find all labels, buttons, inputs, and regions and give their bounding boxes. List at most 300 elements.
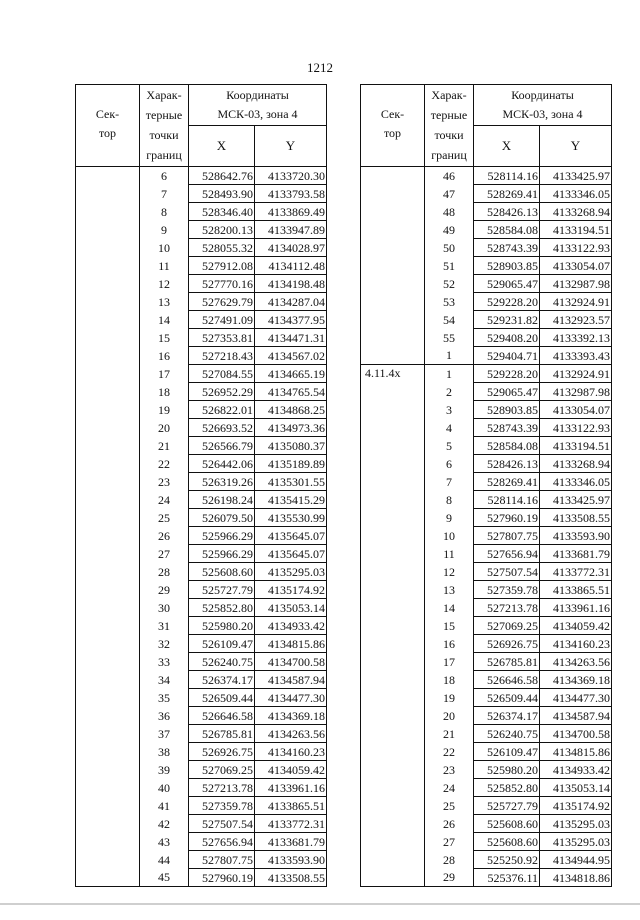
table-row (76, 347, 327, 365)
sector-cell (361, 779, 425, 797)
y-cell: 4134587.94 (255, 671, 327, 689)
sector-cell (76, 347, 140, 365)
y-cell: 4133425.97 (540, 491, 612, 509)
table-row (361, 455, 612, 473)
header-y: Y (255, 126, 327, 167)
sector-cell (361, 815, 425, 833)
x-cell: 528426.13 (474, 455, 540, 473)
y-cell: 4134700.58 (255, 653, 327, 671)
sector-cell (361, 635, 425, 653)
x-cell: 529065.47 (474, 383, 540, 401)
x-cell: 525608.60 (189, 563, 255, 581)
sector-cell (76, 617, 140, 635)
x-cell: 526646.58 (474, 671, 540, 689)
sector-cell (361, 653, 425, 671)
x-cell: 528903.85 (474, 401, 540, 419)
table-row (76, 473, 327, 491)
table-row (361, 167, 612, 185)
point-cell: 26 (425, 815, 474, 833)
y-cell: 4132987.98 (540, 383, 612, 401)
sector-cell (76, 653, 140, 671)
sector-cell (76, 689, 140, 707)
table-row (361, 347, 612, 365)
table-row (76, 239, 327, 257)
sector-cell (361, 581, 425, 599)
x-cell: 527359.78 (474, 581, 540, 599)
sector-cell (76, 761, 140, 779)
table-row (76, 617, 327, 635)
point-cell: 10 (425, 527, 474, 545)
sector-cell (76, 815, 140, 833)
table-row (76, 851, 327, 869)
x-cell: 526926.75 (189, 743, 255, 761)
y-cell: 4135295.03 (255, 563, 327, 581)
table-row (361, 203, 612, 221)
x-cell: 527656.94 (474, 545, 540, 563)
table-row (361, 797, 612, 815)
x-cell: 525608.60 (474, 815, 540, 833)
x-cell: 525250.92 (474, 851, 540, 869)
sector-cell (361, 257, 425, 275)
table-row (361, 779, 612, 797)
table-row (76, 185, 327, 203)
y-cell: 4135174.92 (255, 581, 327, 599)
header-sector (76, 85, 140, 167)
y-cell: 4134700.58 (540, 725, 612, 743)
x-cell: 527507.54 (189, 815, 255, 833)
table-row (76, 203, 327, 221)
point-cell: 28 (140, 563, 189, 581)
point-cell: 35 (140, 689, 189, 707)
x-cell: 526442.06 (189, 455, 255, 473)
x-cell: 528493.90 (189, 185, 255, 203)
table-row (361, 383, 612, 401)
x-cell: 527353.81 (189, 329, 255, 347)
point-cell: 38 (140, 743, 189, 761)
x-cell: 525852.80 (474, 779, 540, 797)
sector-cell (76, 797, 140, 815)
header-sector (361, 85, 425, 167)
x-cell: 528114.16 (474, 491, 540, 509)
sector-cell (361, 437, 425, 455)
sector-cell (361, 851, 425, 869)
point-cell: 29 (140, 581, 189, 599)
table-body (361, 167, 612, 887)
point-cell: 1 (425, 365, 474, 383)
sector-cell (76, 185, 140, 203)
x-cell: 529408.20 (474, 329, 540, 347)
y-cell: 4133720.30 (255, 167, 327, 185)
point-cell: 34 (140, 671, 189, 689)
point-cell: 21 (425, 725, 474, 743)
table-row (76, 869, 327, 887)
y-cell: 4132924.91 (540, 293, 612, 311)
sector-cell (361, 527, 425, 545)
coordinates-table-right (360, 84, 612, 887)
y-cell: 4134377.95 (255, 311, 327, 329)
table-row (361, 311, 612, 329)
header-points-label: Харак- терные точки границ (430, 88, 468, 162)
y-cell: 4133425.97 (540, 167, 612, 185)
point-cell: 19 (140, 401, 189, 419)
y-cell: 4134059.42 (540, 617, 612, 635)
x-cell: 526109.47 (189, 635, 255, 653)
y-cell: 4135080.37 (255, 437, 327, 455)
point-cell: 20 (140, 419, 189, 437)
point-cell: 45 (140, 869, 189, 887)
table-row (361, 689, 612, 707)
y-cell: 4134477.30 (255, 689, 327, 707)
table-row (76, 329, 327, 347)
point-cell: 8 (140, 203, 189, 221)
y-cell: 4133346.05 (540, 185, 612, 203)
y-cell: 4133122.93 (540, 239, 612, 257)
point-cell: 9 (140, 221, 189, 239)
y-cell: 4133772.31 (255, 815, 327, 833)
sector-cell (76, 311, 140, 329)
point-cell: 31 (140, 617, 189, 635)
sector-cell (76, 329, 140, 347)
point-cell: 4 (425, 419, 474, 437)
point-cell: 12 (140, 275, 189, 293)
y-cell: 4133593.90 (540, 527, 612, 545)
y-cell: 4135174.92 (540, 797, 612, 815)
x-cell: 526926.75 (474, 635, 540, 653)
point-cell: 7 (140, 185, 189, 203)
x-cell: 525980.20 (189, 617, 255, 635)
point-cell: 5 (425, 437, 474, 455)
sector-cell (361, 167, 425, 185)
table-row (361, 851, 612, 869)
header-points (425, 85, 474, 167)
table-row (76, 401, 327, 419)
point-cell: 14 (425, 599, 474, 617)
y-cell: 4133393.43 (540, 347, 612, 365)
header-points-label: Харак- терные точки границ (145, 88, 183, 162)
header-sector-label: Сек- тор (95, 107, 120, 140)
sector-cell (361, 545, 425, 563)
point-cell: 50 (425, 239, 474, 257)
x-cell: 526952.29 (189, 383, 255, 401)
sector-cell (361, 293, 425, 311)
x-cell: 527069.25 (189, 761, 255, 779)
x-cell: 527770.16 (189, 275, 255, 293)
y-cell: 4135053.14 (540, 779, 612, 797)
point-cell: 26 (140, 527, 189, 545)
x-cell: 526240.75 (189, 653, 255, 671)
y-cell: 4134471.31 (255, 329, 327, 347)
point-cell: 53 (425, 293, 474, 311)
x-cell: 527656.94 (189, 833, 255, 851)
table-body (76, 167, 327, 887)
sector-cell (76, 383, 140, 401)
table-row (76, 761, 327, 779)
x-cell: 527084.55 (189, 365, 255, 383)
x-cell: 528743.39 (474, 239, 540, 257)
sector-cell (76, 257, 140, 275)
point-cell: 13 (425, 581, 474, 599)
point-cell: 44 (140, 851, 189, 869)
point-cell: 36 (140, 707, 189, 725)
table-row (361, 653, 612, 671)
x-cell: 526198.24 (189, 491, 255, 509)
y-cell: 4134028.97 (255, 239, 327, 257)
point-cell: 6 (425, 455, 474, 473)
sector-cell (361, 509, 425, 527)
point-cell: 32 (140, 635, 189, 653)
table-row (76, 671, 327, 689)
table-row (76, 527, 327, 545)
table-row (76, 707, 327, 725)
point-cell: 11 (425, 545, 474, 563)
table-row (361, 545, 612, 563)
x-cell: 528584.08 (474, 221, 540, 239)
y-cell: 4134287.04 (255, 293, 327, 311)
point-cell: 29 (425, 869, 474, 887)
sector-cell (361, 239, 425, 257)
point-cell: 18 (140, 383, 189, 401)
sector-cell (361, 869, 425, 887)
sector-cell (76, 203, 140, 221)
sector-cell (76, 851, 140, 869)
sector-cell (76, 725, 140, 743)
y-cell: 4132924.91 (540, 365, 612, 383)
y-cell: 4133947.89 (255, 221, 327, 239)
y-cell: 4135415.29 (255, 491, 327, 509)
y-cell: 4134944.95 (540, 851, 612, 869)
point-cell: 24 (425, 779, 474, 797)
x-cell: 525376.11 (474, 869, 540, 887)
sector-cell (76, 869, 140, 887)
point-cell: 10 (140, 239, 189, 257)
point-cell: 25 (140, 509, 189, 527)
header-coords (189, 85, 327, 126)
x-cell: 528584.08 (474, 437, 540, 455)
y-cell: 4135295.03 (540, 833, 612, 851)
x-cell: 527213.78 (189, 779, 255, 797)
point-cell: 23 (425, 761, 474, 779)
sector-cell (76, 491, 140, 509)
x-cell: 526785.81 (189, 725, 255, 743)
scan-bottom-edge (0, 903, 640, 905)
x-cell: 528642.76 (189, 167, 255, 185)
y-cell: 4133865.51 (255, 797, 327, 815)
header-coords-label: Координаты МСК-03, зона 4 (217, 88, 298, 121)
y-cell: 4133772.31 (540, 563, 612, 581)
table-row (76, 437, 327, 455)
x-cell: 525852.80 (189, 599, 255, 617)
table-row (361, 833, 612, 851)
y-cell: 4134160.23 (255, 743, 327, 761)
y-cell: 4135053.14 (255, 599, 327, 617)
point-cell: 8 (425, 491, 474, 509)
table-row (76, 689, 327, 707)
x-cell: 529231.82 (474, 311, 540, 329)
table-row (76, 491, 327, 509)
y-cell: 4134263.56 (255, 725, 327, 743)
y-cell: 4133961.16 (540, 599, 612, 617)
point-cell: 15 (140, 329, 189, 347)
sector-cell (361, 743, 425, 761)
header-x: X (189, 126, 255, 167)
table-row (361, 473, 612, 491)
x-cell: 527912.08 (189, 257, 255, 275)
x-cell: 528346.40 (189, 203, 255, 221)
table-row (361, 761, 612, 779)
y-cell: 4133508.55 (255, 869, 327, 887)
sector-cell (361, 617, 425, 635)
point-cell: 39 (140, 761, 189, 779)
sector-cell (76, 401, 140, 419)
y-cell: 4133122.93 (540, 419, 612, 437)
sector-cell (361, 725, 425, 743)
point-cell: 22 (140, 455, 189, 473)
y-cell: 4134933.42 (255, 617, 327, 635)
table-row (361, 671, 612, 689)
y-cell: 4135530.99 (255, 509, 327, 527)
y-cell: 4133054.07 (540, 257, 612, 275)
table-row (76, 275, 327, 293)
sector-cell (76, 293, 140, 311)
x-cell: 527507.54 (474, 563, 540, 581)
x-cell: 529065.47 (474, 275, 540, 293)
sector-cell (361, 221, 425, 239)
x-cell: 527960.19 (474, 509, 540, 527)
sector-cell (361, 311, 425, 329)
point-cell: 3 (425, 401, 474, 419)
sector-cell (76, 527, 140, 545)
point-cell: 17 (425, 653, 474, 671)
x-cell: 527359.78 (189, 797, 255, 815)
point-cell: 1 (425, 347, 474, 365)
point-cell: 33 (140, 653, 189, 671)
x-cell: 525980.20 (474, 761, 540, 779)
table-row (361, 509, 612, 527)
x-cell: 526079.50 (189, 509, 255, 527)
point-cell: 14 (140, 311, 189, 329)
sector-cell (361, 563, 425, 581)
sector-cell (76, 365, 140, 383)
table-row (76, 779, 327, 797)
table-row (76, 383, 327, 401)
y-cell: 4133681.79 (255, 833, 327, 851)
point-cell: 11 (140, 257, 189, 275)
table-row (76, 365, 327, 383)
point-cell: 24 (140, 491, 189, 509)
y-cell: 4135189.89 (255, 455, 327, 473)
y-cell: 4133268.94 (540, 203, 612, 221)
y-cell: 4134369.18 (255, 707, 327, 725)
sector-cell (361, 401, 425, 419)
x-cell: 526646.58 (189, 707, 255, 725)
sector-cell (76, 221, 140, 239)
y-cell: 4132987.98 (540, 275, 612, 293)
x-cell: 528269.41 (474, 185, 540, 203)
table-row (361, 869, 612, 887)
table-row (361, 527, 612, 545)
header-coords (474, 85, 612, 126)
x-cell: 528903.85 (474, 257, 540, 275)
x-cell: 526374.17 (189, 671, 255, 689)
y-cell: 4134973.36 (255, 419, 327, 437)
point-cell: 27 (425, 833, 474, 851)
table-row (76, 419, 327, 437)
sector-cell (76, 473, 140, 491)
y-cell: 4134587.94 (540, 707, 612, 725)
point-cell: 27 (140, 545, 189, 563)
point-cell: 6 (140, 167, 189, 185)
table-row (361, 329, 612, 347)
sector-cell (361, 761, 425, 779)
header-y: Y (540, 126, 612, 167)
table-row (361, 599, 612, 617)
x-cell: 525727.79 (189, 581, 255, 599)
table-row (76, 725, 327, 743)
x-cell: 525966.29 (189, 545, 255, 563)
table-row (361, 725, 612, 743)
point-cell: 16 (425, 635, 474, 653)
header-points (140, 85, 189, 167)
sector-cell (361, 347, 425, 365)
y-cell: 4134868.25 (255, 401, 327, 419)
sector-cell (76, 833, 140, 851)
sector-cell: 4.11.4x (361, 365, 425, 383)
point-cell: 25 (425, 797, 474, 815)
y-cell: 4134933.42 (540, 761, 612, 779)
y-cell: 4133194.51 (540, 437, 612, 455)
sector-cell (76, 419, 140, 437)
x-cell: 527629.79 (189, 293, 255, 311)
x-cell: 528055.32 (189, 239, 255, 257)
y-cell: 4134665.19 (255, 365, 327, 383)
x-cell: 525608.60 (474, 833, 540, 851)
sector-cell (361, 455, 425, 473)
x-cell: 526509.44 (189, 689, 255, 707)
table-row (361, 743, 612, 761)
table-row (76, 311, 327, 329)
table-row (76, 509, 327, 527)
x-cell: 528114.16 (474, 167, 540, 185)
y-cell: 4134815.86 (255, 635, 327, 653)
y-cell: 4133681.79 (540, 545, 612, 563)
sector-cell (361, 473, 425, 491)
table-row (76, 743, 327, 761)
x-cell: 527213.78 (474, 599, 540, 617)
table-row (76, 581, 327, 599)
table-row (76, 599, 327, 617)
sector-cell (76, 671, 140, 689)
point-cell: 41 (140, 797, 189, 815)
table-row (361, 275, 612, 293)
sector-cell (76, 455, 140, 473)
x-cell: 527807.75 (474, 527, 540, 545)
header-coords-label: Координаты МСК-03, зона 4 (502, 88, 583, 121)
table-row (361, 221, 612, 239)
point-cell: 49 (425, 221, 474, 239)
y-cell: 4134369.18 (540, 671, 612, 689)
y-cell: 4134477.30 (540, 689, 612, 707)
table-row (76, 635, 327, 653)
x-cell: 527960.19 (189, 869, 255, 887)
y-cell: 4134815.86 (540, 743, 612, 761)
point-cell: 21 (140, 437, 189, 455)
header-sector-label: Сек- тор (380, 107, 405, 140)
sector-cell (76, 707, 140, 725)
table-row (361, 491, 612, 509)
x-cell: 527218.43 (189, 347, 255, 365)
x-cell: 528269.41 (474, 473, 540, 491)
x-cell: 526109.47 (474, 743, 540, 761)
